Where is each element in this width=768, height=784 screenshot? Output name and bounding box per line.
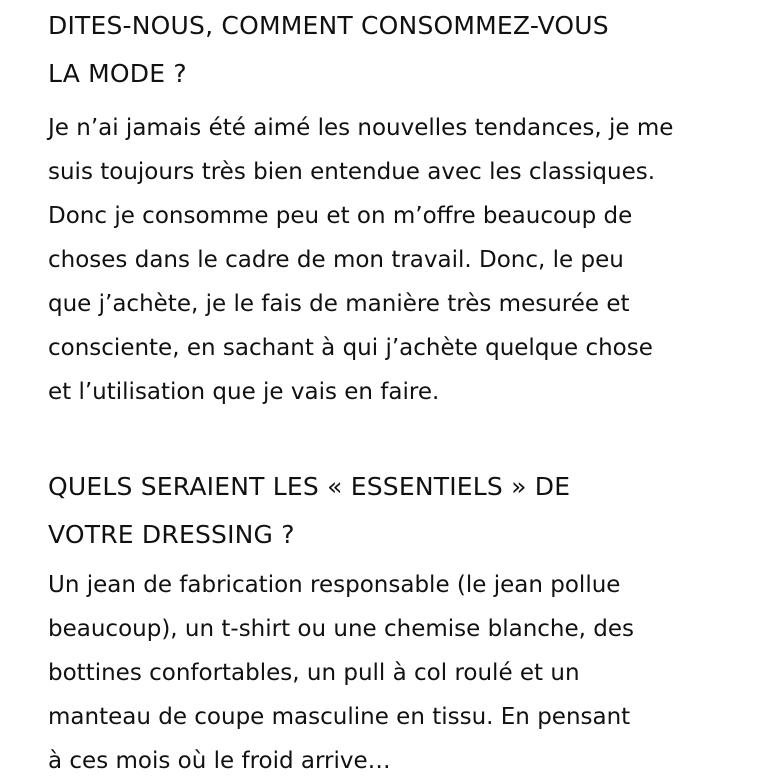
question-heading-essentials: QUELS SERAIENT LES « ESSENTIELS » DE VOTRE DRESSING ? (48, 472, 571, 549)
question-heading-consumption: DITES-NOUS, COMMENT CONSOMMEZ-VOUS LA MODE ? (48, 11, 609, 88)
answer-paragraph-essentials: Un jean de fabrication responsable (le jean pollue beaucoup), un t-shirt ou une chemise blanche, des bottines confortables, un pull à col roulé et un manteau de coupe masculine en tissu. En pensant à ces mois où le froid arrive… (48, 572, 635, 774)
interview-article (48, 0, 728, 783)
answer-paragraph-consumption: Je n’ai jamais été aimé les nouvelles tendances, je me suis toujours très bien entendue avec les classiques. Donc je consomme peu et on m’offre beaucoup de choses dans le cadre de mon travail. Donc, le peu que j’achète, je le fais de manière très mesurée et consciente, en sachant à qui j’achète quelque chose et l’utilisation que je vais en faire. (48, 115, 674, 405)
